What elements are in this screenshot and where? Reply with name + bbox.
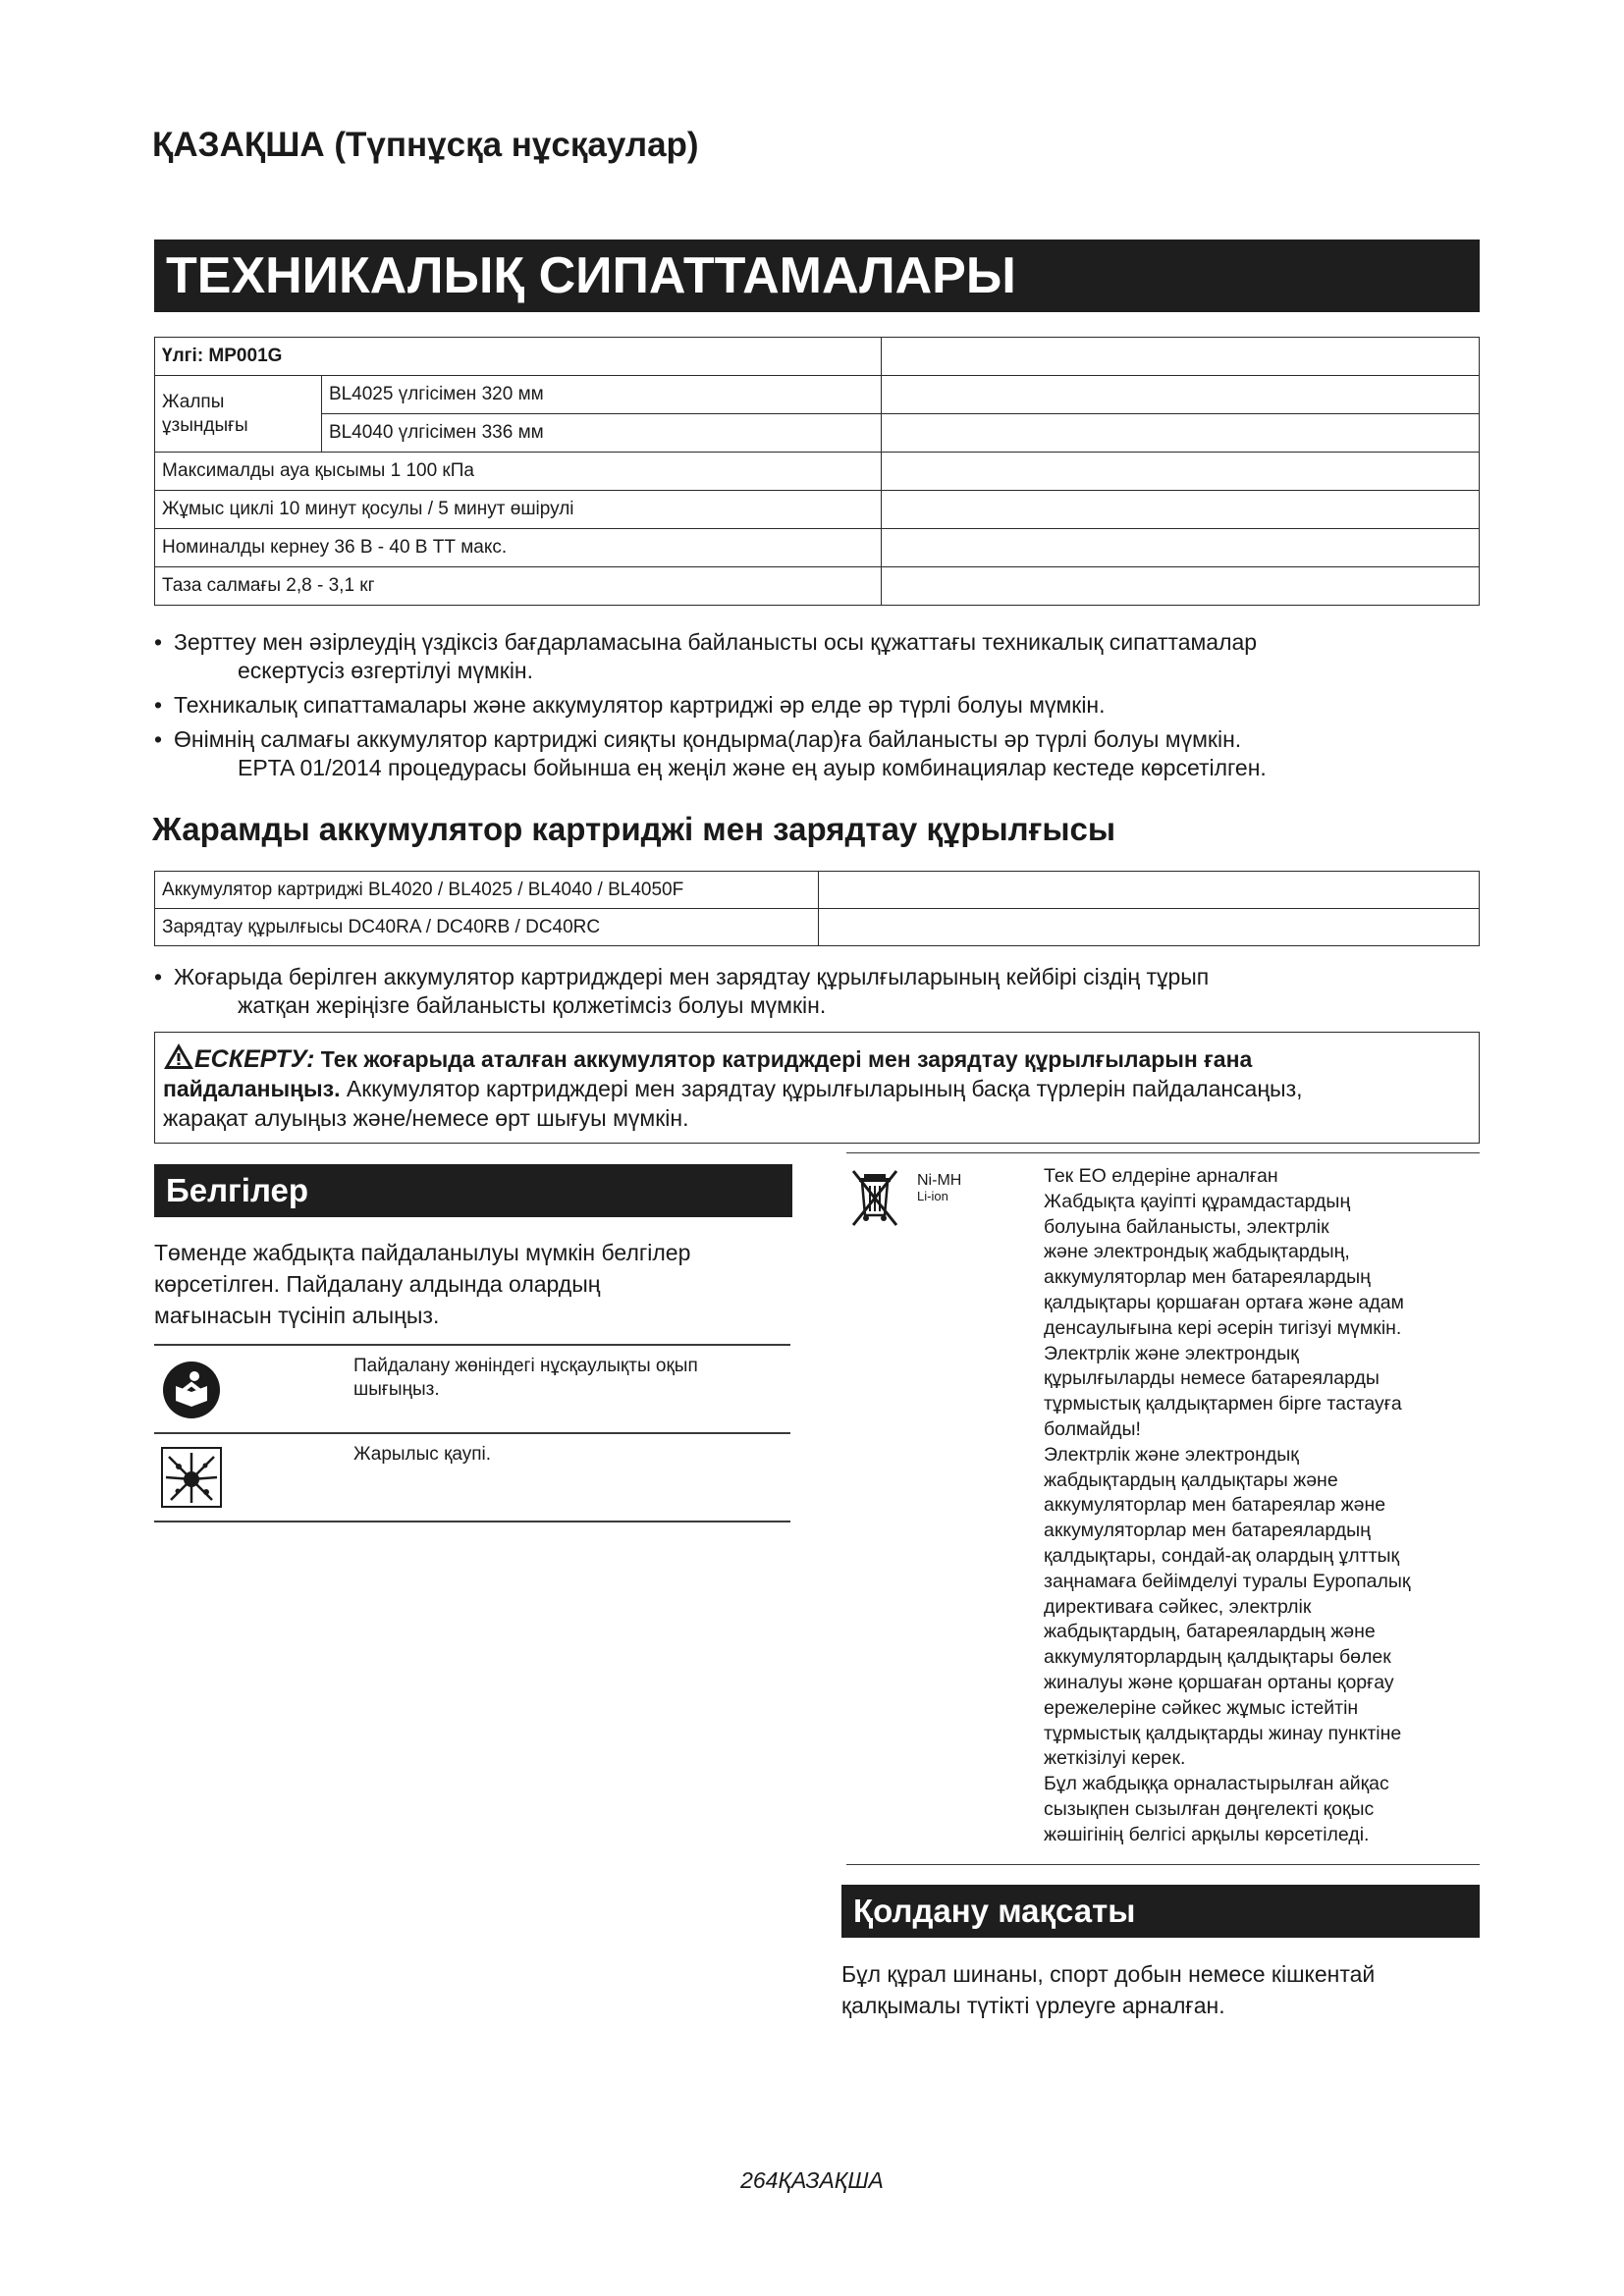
empty-cell (881, 491, 1479, 529)
symbols-banner: Белгілер (154, 1164, 792, 1217)
warning-label: ЕСКЕРТУ: (194, 1045, 315, 1073)
note-line: • Өнімнің салмағы аккумулятор картриджі сияқты қондырма(лар)ға байланысты әр түрлі болуы мүмкін. (174, 726, 1242, 752)
eu-disposal-text (1044, 1164, 1481, 1848)
empty-cell (881, 338, 1479, 376)
table-row (155, 414, 1480, 453)
eu-line: тұрмыстық қалдықтармен бірге тастауға (1044, 1393, 1402, 1415)
eu-line: аккумуляторлар мен батареялардың (1044, 1266, 1371, 1289)
length-label-cell: Жалпы ұзындығы (155, 376, 322, 453)
nimh-label: Ni-MH (917, 1172, 962, 1189)
length-value-cell: BL4040 үлгісімен 336 мм (321, 414, 881, 453)
specifications-banner: ТЕХНИКАЛЫҚ СИПАТТАМАЛАРЫ (154, 240, 1480, 312)
liion-label: Li-ion (917, 1189, 948, 1203)
specifications-table (154, 337, 1480, 606)
empty-cell (881, 567, 1479, 606)
description-line: Пайдалану жөніндегі нұсқаулықты оқып (353, 1356, 698, 1376)
eu-line: және электрондық жабдықтардың, (1044, 1241, 1350, 1263)
battery-cell: Аккумулятор картриджі BL4020 / BL4025 / BL4040 / BL4050F (155, 872, 819, 909)
eu-line: қалдықтары, сондай-ақ олардың ұлттық (1044, 1544, 1400, 1567)
table-row (155, 909, 1480, 946)
explosion-icon (161, 1447, 222, 1513)
intro-line: Төменде жабдықта пайдаланылуы мүмкін белгілер (154, 1240, 691, 1265)
length-value-cell: BL4025 үлгісімен 320 мм (321, 376, 881, 414)
divider (154, 1432, 790, 1434)
warning-triangle-icon (163, 1042, 194, 1070)
warning-bold-text: Тек жоғарыда аталған аккумулятор катридждері мен зарядтау құрылғыларын ғана (320, 1046, 1253, 1072)
eu-line: Бұл жабдыққа орналастырылған айқас (1044, 1773, 1389, 1795)
table-row (155, 567, 1480, 606)
purpose-line: қалқымалы түтікті үрлеуге арналған. (841, 1993, 1225, 2018)
divider (154, 1521, 790, 1522)
eu-line: Электрлік және электрондық (1044, 1342, 1299, 1364)
purpose-line: Бұл құрал шинаны, спорт добын немесе кішкентай (841, 1961, 1376, 1987)
spec-cell: Номиналды кернеу 36 В - 40 В ТТ макс. (155, 529, 882, 567)
eu-line: жиналуы және қоршаған ортаны қорғау (1044, 1671, 1394, 1693)
eu-line: аккумуляторлардың қалдықтары бөлек (1044, 1646, 1391, 1669)
language-title: ҚАЗАҚША (Түпнұсқа нұсқаулар) (152, 126, 699, 164)
empty-cell (881, 376, 1479, 414)
eu-line: заңнамаға бейімделуі туралы Еуропалық (1044, 1570, 1411, 1592)
eu-line: аккумуляторлар мен батареялар және (1044, 1494, 1386, 1517)
eu-line: аккумуляторлар мен батареялардың (1044, 1520, 1371, 1542)
eu-line: сызықпен сызылған дөңгелекті қоқыс (1044, 1797, 1375, 1820)
divider (846, 1864, 1480, 1865)
note-line: • Жоғарыда берілген аккумулятор картридждері мен зарядтау құрылғыларының кейбірі сіздің тұрып (174, 964, 1210, 989)
page-number: 264ҚАЗАҚША (740, 2167, 884, 2193)
table-row (155, 453, 1480, 491)
eu-line: Жабдықта қауіпті құрамдастардың (1044, 1190, 1351, 1212)
divider (846, 1152, 1480, 1153)
divider (154, 1344, 790, 1346)
note-line: жатқан жеріңізге байланысты қолжетімсіз болуы мүмкін. (238, 992, 827, 1018)
crossed-bin-icon (850, 1168, 899, 1234)
eu-line: директиваға сәйкес, электрлік (1044, 1595, 1312, 1618)
intro-line: мағынасын түсініп алыңыз. (154, 1303, 440, 1328)
eu-line: жеткізілуі керек. (1044, 1747, 1186, 1770)
symbols-intro (154, 1237, 792, 1331)
eu-line: қалдықтары қоршаған ортаға және адам (1044, 1291, 1404, 1313)
table-row (155, 376, 1480, 414)
warning-box (154, 1032, 1480, 1144)
empty-cell (881, 529, 1479, 567)
spec-notes (154, 628, 1480, 782)
battery-heading: Жарамды аккумулятор картриджі мен зарядтау құрылғысы (152, 811, 1116, 847)
note-item (154, 691, 1480, 720)
warning-text: Аккумулятор картридждері мен зарядтау құрылғыларының басқа түрлерін пайдалансаңыз, (340, 1076, 1303, 1101)
spec-cell: Жұмыс циклі 10 минут қосулы / 5 минут өшірулі (155, 491, 882, 529)
note-item (154, 725, 1480, 782)
note-line: • Техникалық сипаттамалары және аккумулятор картриджі әр елде әр түрлі болуы мүмкін. (174, 692, 1106, 718)
spec-cell: Максималды ауа қысымы 1 100 кПа (155, 453, 882, 491)
eu-line: жәшігінің белгісі арқылы көрсетіледі. (1044, 1823, 1370, 1845)
symbol-description (353, 1355, 785, 1402)
table-row (155, 338, 1480, 376)
note-line: EPTA 01/2014 процедурасы бойынша ең жеңіл және ең ауыр комбинациялар кестеде көрсетілген. (238, 755, 1267, 780)
empty-cell (818, 909, 1479, 946)
symbol-description (353, 1443, 785, 1467)
note-item (154, 963, 1480, 1020)
warning-text: жарақат алуыңыз және/немесе өрт шығуы мүмкін. (163, 1105, 689, 1131)
read-manual-icon (161, 1360, 222, 1425)
eu-line: Тек ЕО елдеріне арналған (1044, 1165, 1278, 1187)
empty-cell (881, 414, 1479, 453)
eu-line: болуына байланысты, электрлік (1044, 1215, 1329, 1238)
eu-line: тұрмыстық қалдықтарды жинау пунктіне (1044, 1722, 1402, 1744)
charger-cell: Зарядтау құрылғысы DC40RA / DC40RB / DC40RC (155, 909, 819, 946)
description-line: шығыңыз. (353, 1379, 440, 1400)
battery-type-labels (917, 1173, 961, 1204)
battery-table (154, 871, 1480, 946)
empty-cell (881, 453, 1479, 491)
eu-line: ережелеріне сәйкес жұмыс істейтін (1044, 1696, 1359, 1719)
eu-line: болмайды! (1044, 1417, 1141, 1440)
warning-bold-text: пайдаланыңыз. (163, 1076, 341, 1101)
model-cell: Үлгі: MP001G (155, 338, 882, 376)
eu-line: денсаулығына кері әсерін тигізуі мүмкін. (1044, 1316, 1402, 1339)
eu-line: құрылғыларды немесе батареяларды (1044, 1367, 1380, 1390)
eu-line: жабдықтардың қалдықтары және (1044, 1468, 1338, 1491)
eu-line: Электрлік және электрондық (1044, 1443, 1299, 1466)
note-line: • Зерттеу мен әзірлеудің үздіксіз бағдарламасына байланысты осы құжаттағы техникалық сипаттамалар (174, 629, 1258, 655)
eu-line: жабдықтардың, батареялардың және (1044, 1621, 1376, 1643)
table-row (155, 872, 1480, 909)
battery-note (154, 963, 1480, 1020)
table-row (155, 491, 1480, 529)
purpose-text (841, 1958, 1480, 2021)
intro-line: көрсетілген. Пайдалану алдында олардың (154, 1271, 601, 1297)
empty-cell (818, 872, 1479, 909)
purpose-banner: Қолдану мақсаты (841, 1885, 1480, 1938)
description-line: Жарылыс қаупі. (353, 1444, 492, 1465)
table-row (155, 529, 1480, 567)
note-item (154, 628, 1480, 685)
spec-cell: Таза салмағы 2,8 - 3,1 кг (155, 567, 882, 606)
note-line: ескертусіз өзгертілуі мүмкін. (238, 658, 534, 683)
